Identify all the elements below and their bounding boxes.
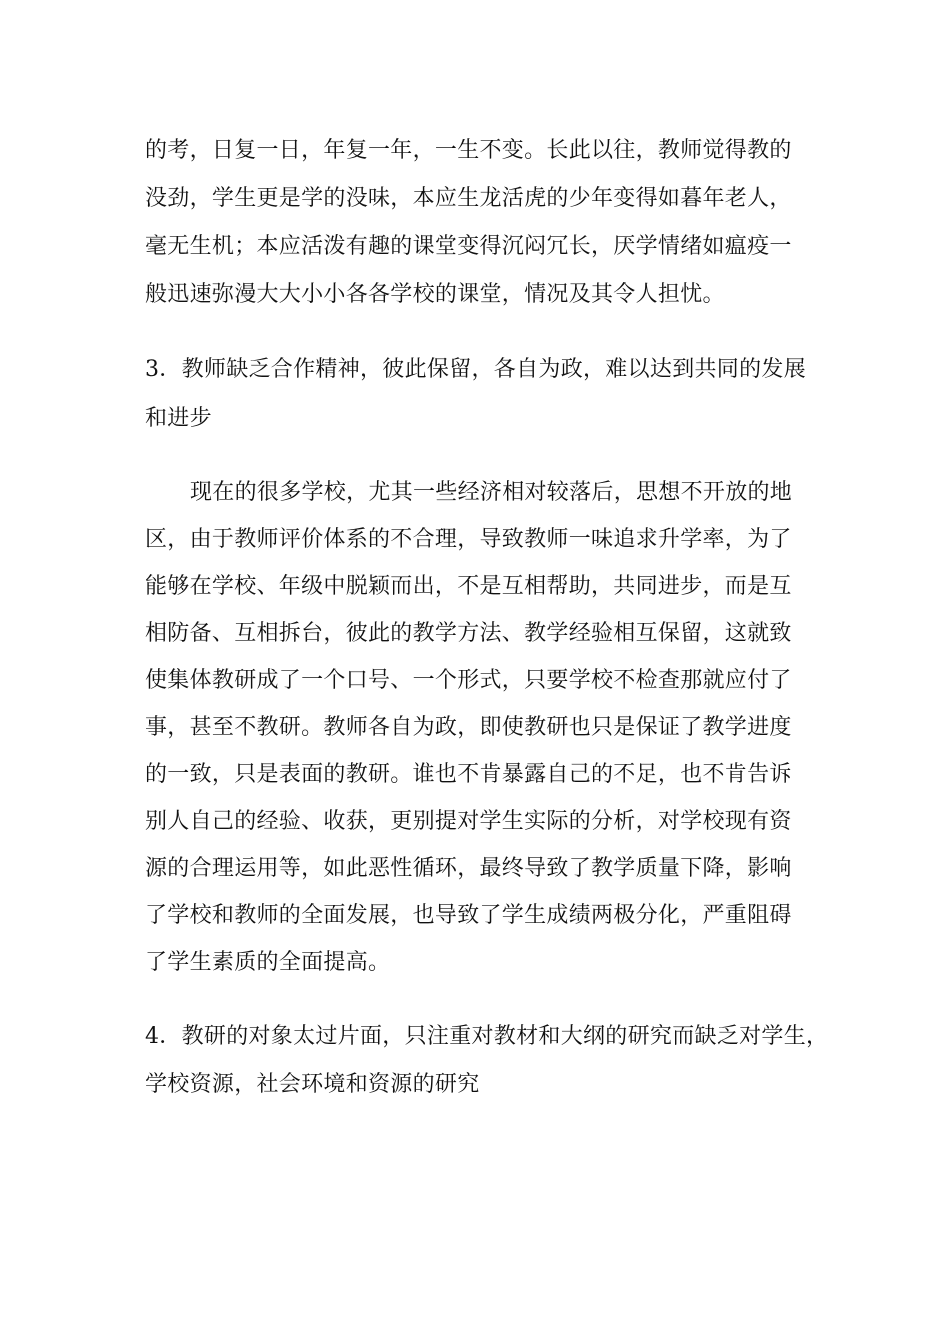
section-heading-3-continued: 和进步 bbox=[145, 406, 212, 431]
paragraph-line: 别人自己的经验、收获，更别提对学生实际的分析，对学校现有资 bbox=[145, 809, 792, 834]
section-heading-4: 4．教研的对象太过片面，只注重对教材和大纲的研究而缺乏对学生， bbox=[145, 1024, 829, 1049]
paragraph-line: 区，由于教师评价体系的不合理，导致教师一味追求升学率，为了 bbox=[145, 527, 792, 552]
paragraph-line: 能够在学校、年级中脱颖而出，不是互相帮助，共同进步，而是互 bbox=[145, 574, 792, 599]
paragraph-line: 了学生素质的全面提高。 bbox=[145, 950, 391, 975]
paragraph-line: 般迅速弥漫大大小小各各学校的课堂，情况及其令人担忧。 bbox=[145, 282, 725, 307]
paragraph-line: 使集体教研成了一个口号、一个形式，只要学校不检查那就应付了 bbox=[145, 668, 792, 693]
paragraph-line: 了学校和教师的全面发展，也导致了学生成绩两极分化，严重阻碍 bbox=[145, 903, 792, 928]
paragraph-line: 现在的很多学校，尤其一些经济相对较落后，思想不开放的地 bbox=[190, 480, 793, 505]
section-heading-3: 3．教师缺乏合作精神，彼此保留，各自为政，难以达到共同的发展 bbox=[145, 357, 806, 382]
paragraph-line: 的一致，只是表面的教研。谁也不肯暴露自己的不足，也不肯告诉 bbox=[145, 762, 792, 787]
paragraph-line: 事，甚至不教研。教师各自为政，即使教研也只是保证了教学进度 bbox=[145, 715, 792, 740]
section-heading-4-continued: 学校资源，社会环境和资源的研究 bbox=[145, 1072, 480, 1097]
paragraph-line: 没劲，学生更是学的没味，本应生龙活虎的少年变得如暮年老人， bbox=[145, 186, 792, 211]
paragraph-line: 源的合理运用等，如此恶性循环，最终导致了教学质量下降，影响 bbox=[145, 856, 792, 881]
paragraph-line: 相防备、互相拆台，彼此的教学方法、教学经验相互保留，这就致 bbox=[145, 621, 792, 646]
paragraph-line: 的考，日复一日，年复一年，一生不变。长此以往，教师觉得教的 bbox=[145, 138, 792, 163]
paragraph-line: 毫无生机；本应活泼有趣的课堂变得沉闷冗长，厌学情绪如瘟疫一 bbox=[145, 234, 792, 259]
